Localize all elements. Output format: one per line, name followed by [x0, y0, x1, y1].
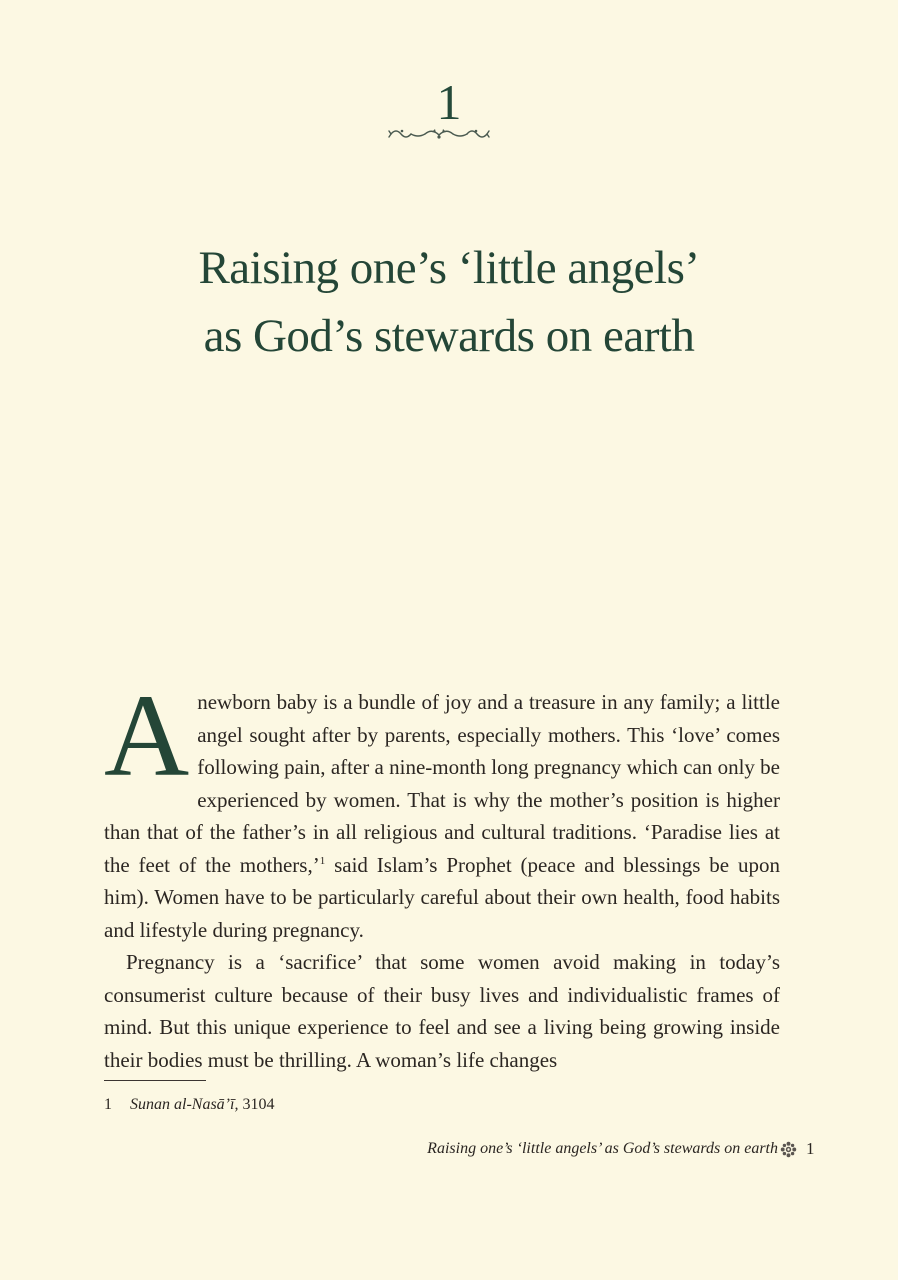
chapter-title-line-2: as God’s stewards on earth: [203, 310, 695, 362]
footnote-reference[interactable]: 1: [319, 854, 326, 867]
paragraph-1-text-start: newborn baby is a bundle of joy and a treasure in any family; a little angel sought after by parents, especially mothers. This ‘love’ comes following pain, after a nine-month long pregnancy which can only be experienced by women. That is why the mother’s position is higher than that of the father’s in all religious and cultural traditions. ‘Paradise lies at the feet of the mothers,’: [104, 690, 780, 877]
page-number: 1: [806, 1139, 815, 1158]
chapter-number: 1: [436, 74, 462, 130]
running-footer-title: Raising one’s ‘little angels’ as God’s stewards on earth: [427, 1140, 778, 1157]
footnote-number: 1: [104, 1096, 112, 1113]
chapter-title: [0, 234, 898, 370]
footnote-source: Sunan al-Nasā’ī,: [130, 1096, 239, 1113]
chapter-title-line-1: Raising one’s ‘little angels’: [198, 242, 700, 294]
flourish-ornament-icon: [388, 122, 490, 144]
paragraph-2: Pregnancy is a ‘sacrifice’ that some women avoid making in today’s consumerist culture because of their busy lives and individualistic frames of mind. But this unique experience to feel and see a living being growing inside their bodies must be thrilling. A woman’s life changes: [104, 950, 780, 1072]
footnote: [104, 1095, 274, 1115]
drop-cap: A: [104, 670, 190, 801]
rosette-icon: [780, 1141, 797, 1158]
paragraph-1: [104, 670, 780, 946]
footnote-divider: [104, 1080, 206, 1081]
body-text: [104, 670, 780, 1076]
paragraph-1-text-end: said Islam’s Prophet (peace and blessings be upon him). Women have to be particularly careful about their own health, food habits and lifestyle during pregnancy.: [104, 852, 780, 942]
footnote-ref: 3104: [238, 1096, 275, 1113]
